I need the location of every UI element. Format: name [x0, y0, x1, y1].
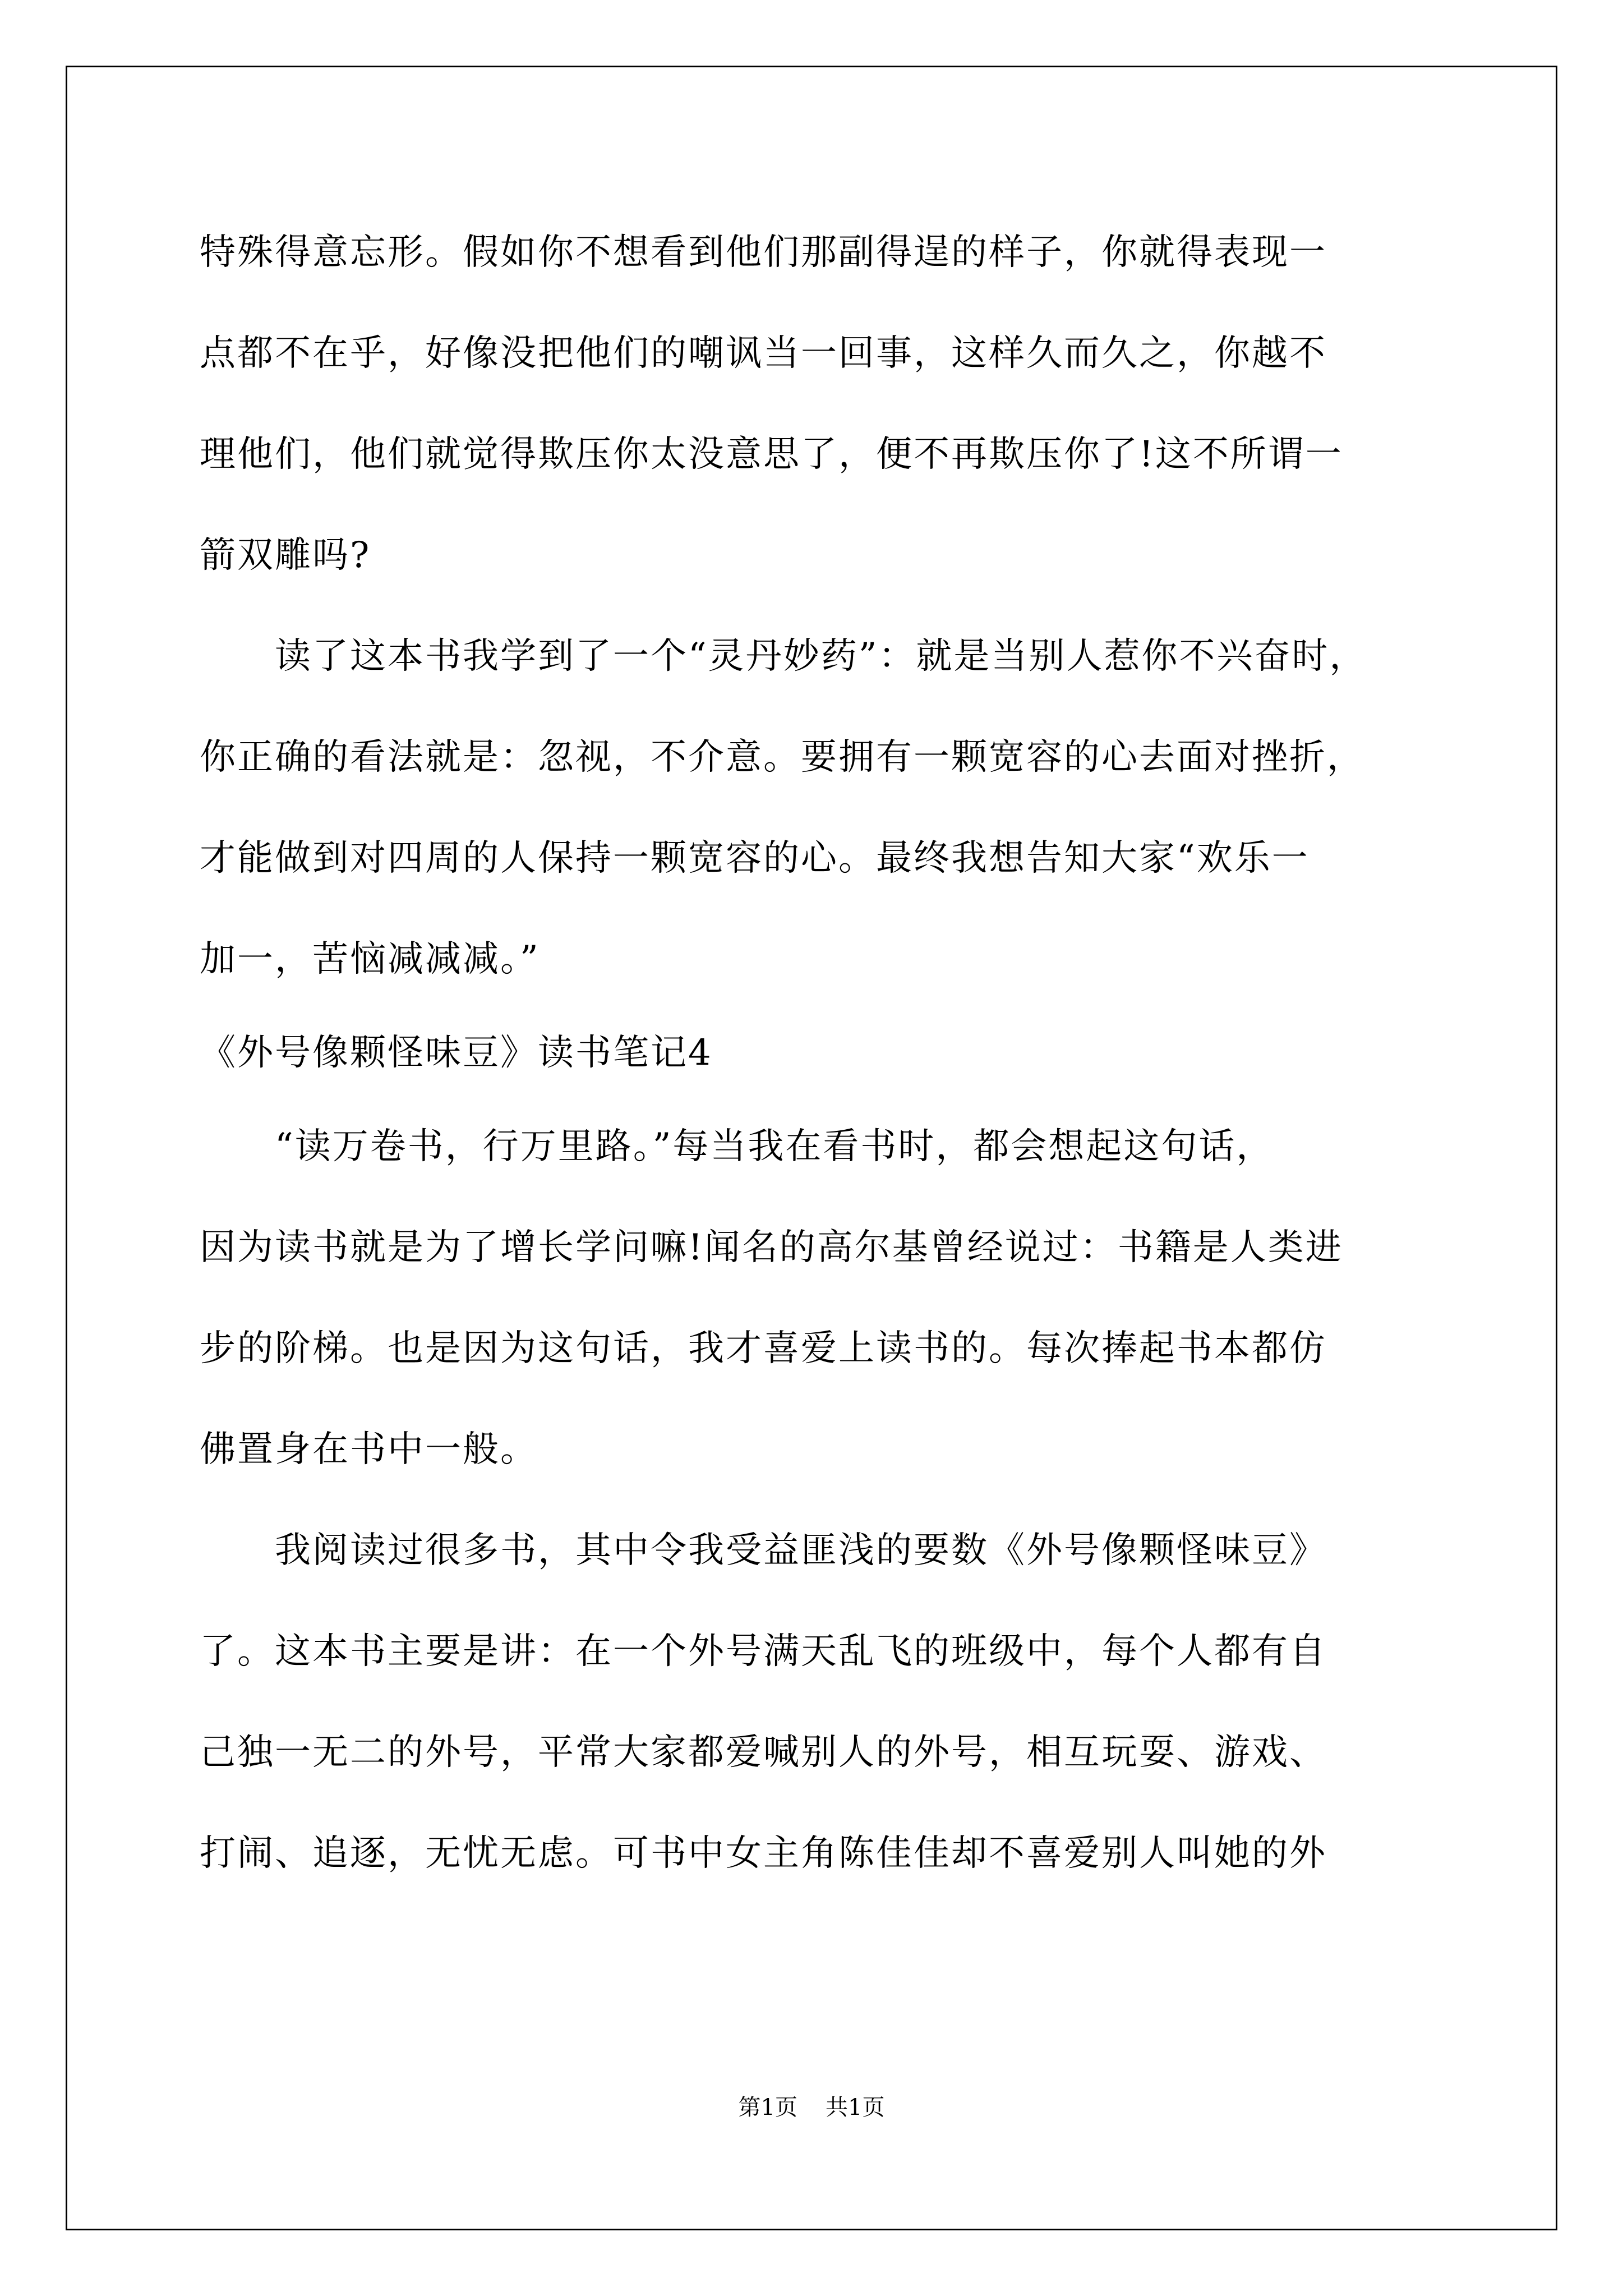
- text-line: 你正确的看法就是：忽视，不介意。要拥有一颗宽容的心去面对挫折，: [200, 737, 1364, 778]
- page-footer: [0, 2093, 1623, 2122]
- text-line: 才能做到对四周的人保持一颗宽容的心。最终我想告知大家“欢乐一: [200, 838, 1310, 879]
- text-line: 己独一无二的外号，平常大家都爱喊别人的外号，相互玩耍、游戏、: [200, 1732, 1327, 1773]
- text-line: 我阅读过很多书，其中令我受益匪浅的要数《外号像颗怪味豆》: [200, 1530, 1327, 1571]
- page-number: 第1页: [738, 2095, 797, 2120]
- text-line: 了。这本书主要是讲：在一个外号满天乱飞的班级中，每个人都有自: [200, 1631, 1327, 1672]
- text-line: 步的阶梯。也是因为这句话，我才喜爱上读书的。每次捧起书本都仿: [200, 1328, 1327, 1369]
- text-line: 因为读书就是为了增长学问嘛!闻名的高尔基曾经说过：书籍是人类进: [200, 1227, 1343, 1268]
- text-line: 读了这本书我学到了一个“灵丹妙药”：就是当别人惹你不兴奋时，: [200, 636, 1367, 677]
- text-line: 打闹、追逐，无忧无虑。可书中女主角陈佳佳却不喜爱别人叫她的外: [200, 1833, 1327, 1874]
- section-heading: 《外号像颗怪味豆》读书笔记4: [200, 1032, 713, 1074]
- text-line: 理他们，他们就觉得欺压你太没意思了，便不再欺压你了!这不所谓一: [200, 434, 1343, 475]
- text-line: “读万卷书，行万里路。”每当我在看书时，都会想起这句话，: [200, 1126, 1274, 1167]
- text-line: 点都不在乎，好像没把他们的嘲讽当一回事，这样久而久之，你越不: [200, 333, 1327, 374]
- text-line: 特殊得意忘形。假如你不想看到他们那副得逞的样子，你就得表现一: [200, 232, 1327, 273]
- text-line: 佛置身在书中一般。: [200, 1429, 538, 1470]
- text-line: 箭双雕吗?: [200, 535, 371, 576]
- page-total: 共1页: [826, 2095, 885, 2120]
- text-line: 加一，苦恼减减减。”: [200, 938, 540, 980]
